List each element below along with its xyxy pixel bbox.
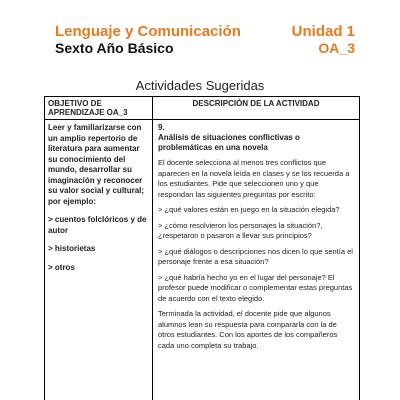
activity-question: > ¿qué habría hecho yo en el lugar del personaje? El profesor puede modificar o complementar estas preguntas de acuerdo con el texto elegido. bbox=[158, 272, 353, 303]
objective-column-header: OBJETIVO DE APRENDIZAJE OA_3 bbox=[45, 97, 153, 120]
unit-label: Unidad 1 bbox=[291, 23, 355, 40]
activities-table bbox=[44, 96, 360, 400]
document-header bbox=[55, 24, 355, 58]
activity-title: Análisis de situaciones conflictivas o problemáticas en una novela bbox=[158, 133, 300, 152]
header-right bbox=[292, 24, 355, 57]
grade-title: Sexto Año Básico bbox=[55, 40, 174, 56]
activity-paragraph: El docente selecciona al menos tres conflictos que aparecen en la novela leída en clases y se los recuerda a los estudiantes. Pide que seleccionen uno y que respondan las siguientes preguntas por escrito: bbox=[158, 158, 350, 199]
activity-question: > ¿qué diálogos o descripciones nos dicen lo que sentía el personaje frente a esa situación? bbox=[158, 246, 353, 266]
objective-cell bbox=[45, 120, 153, 400]
activity-question: > ¿cómo resolvieron los personajes la situación?, ¿respetaron o pasaron a llevar sus principios? bbox=[158, 220, 323, 240]
activity-question: > ¿qué valores están en juego en la situación elegida? bbox=[158, 205, 340, 214]
objective-text: Leer y familiarizarse con un amplio repertorio de literatura para aumentar su conocimiento del mundo, desarrollar su imaginación y reconocer su valor social y cultural; por ejemplo: bbox=[48, 123, 145, 206]
objective-item: > otros bbox=[48, 262, 75, 272]
objective-item: > historietas bbox=[48, 244, 96, 253]
activity-number: 9. bbox=[158, 123, 165, 132]
description-column-header: DESCRIPCIÓN DE LA ACTIVIDAD bbox=[153, 97, 360, 120]
header-left bbox=[55, 24, 241, 57]
activity-paragraph: Terminada la actividad, el docente pide que algunos alumnos lean su respuesta para compararla con la de otros estudiantes. Con los aportes de los compañeros cada uno completa su trabajo. bbox=[158, 309, 338, 350]
table-row bbox=[45, 120, 360, 400]
section-title: Actividades Sugeridas bbox=[135, 78, 265, 93]
objective-item: > cuentos folclóricos y de autor bbox=[48, 215, 147, 235]
table-header-row bbox=[45, 97, 360, 120]
subject-title: Lenguaje y Comunicación bbox=[55, 23, 241, 40]
description-cell bbox=[153, 120, 360, 400]
oa-code-label: OA_3 bbox=[318, 40, 355, 56]
